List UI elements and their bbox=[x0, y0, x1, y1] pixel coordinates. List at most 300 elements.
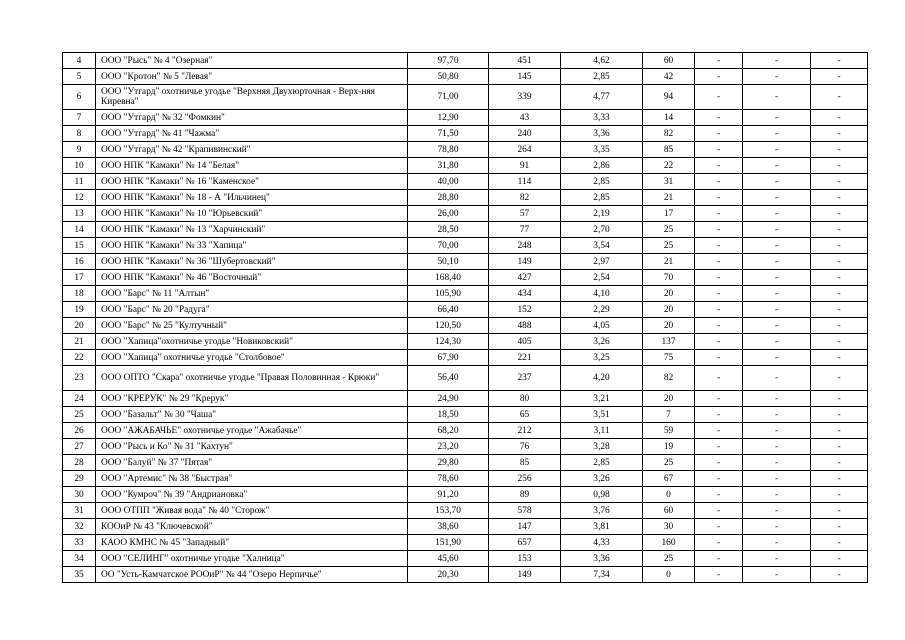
table-row bbox=[63, 391, 868, 407]
area-cell: 56,40 bbox=[408, 366, 489, 391]
row-number-cell: 10 bbox=[63, 158, 96, 174]
count-cell: 145 bbox=[489, 69, 561, 85]
area-cell: 124,30 bbox=[408, 334, 489, 350]
density-cell: 4,05 bbox=[561, 318, 643, 334]
row-number-cell: 8 bbox=[63, 126, 96, 142]
col8-cell: - bbox=[743, 69, 811, 85]
quota-cell: 17 bbox=[643, 206, 695, 222]
col7-cell: - bbox=[695, 423, 743, 439]
col9-cell: - bbox=[811, 551, 868, 567]
col8-cell: - bbox=[743, 190, 811, 206]
row-number-cell: 28 bbox=[63, 455, 96, 471]
col7-cell: - bbox=[695, 190, 743, 206]
density-cell: 2,85 bbox=[561, 190, 643, 206]
table-row bbox=[63, 455, 868, 471]
row-number-cell: 20 bbox=[63, 318, 96, 334]
col7-cell: - bbox=[695, 110, 743, 126]
table-row bbox=[63, 519, 868, 535]
table-row bbox=[63, 174, 868, 190]
density-cell: 3,33 bbox=[561, 110, 643, 126]
name-cell: ООО "Рысь" № 4 "Озерная" bbox=[96, 53, 408, 69]
density-cell: 4,62 bbox=[561, 53, 643, 69]
name-cell: ООО НПК "Камаки" № 18 - А "Ильчинец" bbox=[96, 190, 408, 206]
name-cell: ООО "Барс" № 20 "Радуга" bbox=[96, 302, 408, 318]
count-cell: 149 bbox=[489, 567, 561, 583]
col8-cell: - bbox=[743, 206, 811, 222]
col9-cell: - bbox=[811, 286, 868, 302]
count-cell: 43 bbox=[489, 110, 561, 126]
quota-cell: 31 bbox=[643, 174, 695, 190]
col9-cell: - bbox=[811, 158, 868, 174]
quota-cell: 59 bbox=[643, 423, 695, 439]
col7-cell: - bbox=[695, 519, 743, 535]
area-cell: 78,80 bbox=[408, 142, 489, 158]
table-row bbox=[63, 286, 868, 302]
area-cell: 105,90 bbox=[408, 286, 489, 302]
col8-cell: - bbox=[743, 366, 811, 391]
table-row bbox=[63, 222, 868, 238]
col7-cell: - bbox=[695, 487, 743, 503]
col8-cell: - bbox=[743, 238, 811, 254]
table-row bbox=[63, 334, 868, 350]
col7-cell: - bbox=[695, 286, 743, 302]
area-cell: 28,80 bbox=[408, 190, 489, 206]
table-row bbox=[63, 487, 868, 503]
area-cell: 67,90 bbox=[408, 350, 489, 366]
col8-cell: - bbox=[743, 455, 811, 471]
table-row bbox=[63, 85, 868, 110]
area-cell: 97,70 bbox=[408, 53, 489, 69]
density-cell: 3,35 bbox=[561, 142, 643, 158]
count-cell: 264 bbox=[489, 142, 561, 158]
name-cell: ООО "Балуй" № 37 "Пятая" bbox=[96, 455, 408, 471]
row-number-cell: 9 bbox=[63, 142, 96, 158]
area-cell: 120,50 bbox=[408, 318, 489, 334]
col7-cell: - bbox=[695, 158, 743, 174]
row-number-cell: 30 bbox=[63, 487, 96, 503]
col7-cell: - bbox=[695, 535, 743, 551]
table-row bbox=[63, 551, 868, 567]
col8-cell: - bbox=[743, 85, 811, 110]
name-cell: ООО "Барс" № 25 "Култучный" bbox=[96, 318, 408, 334]
count-cell: 488 bbox=[489, 318, 561, 334]
table-row bbox=[63, 270, 868, 286]
row-number-cell: 17 bbox=[63, 270, 96, 286]
row-number-cell: 21 bbox=[63, 334, 96, 350]
name-cell: КАОО КМНС № 45 "Западный" bbox=[96, 535, 408, 551]
data-table bbox=[62, 52, 868, 583]
col8-cell: - bbox=[743, 535, 811, 551]
count-cell: 248 bbox=[489, 238, 561, 254]
table-row bbox=[63, 350, 868, 366]
count-cell: 114 bbox=[489, 174, 561, 190]
table-row bbox=[63, 110, 868, 126]
area-cell: 151,90 bbox=[408, 535, 489, 551]
density-cell: 2,29 bbox=[561, 302, 643, 318]
col9-cell: - bbox=[811, 366, 868, 391]
col9-cell: - bbox=[811, 270, 868, 286]
name-cell: ООО ОПТО "Скара" охотничье угодье "Правая Половинная - Крюки" bbox=[96, 366, 408, 391]
col8-cell: - bbox=[743, 439, 811, 455]
name-cell: ООО "Кротон" № 5 "Левая" bbox=[96, 69, 408, 85]
name-cell: ОО "Усть-Камчатское РООиР" № 44 "Озеро Нерпичье" bbox=[96, 567, 408, 583]
col8-cell: - bbox=[743, 302, 811, 318]
quota-cell: 30 bbox=[643, 519, 695, 535]
col9-cell: - bbox=[811, 519, 868, 535]
col7-cell: - bbox=[695, 567, 743, 583]
col7-cell: - bbox=[695, 551, 743, 567]
area-cell: 45,60 bbox=[408, 551, 489, 567]
area-cell: 40,00 bbox=[408, 174, 489, 190]
row-number-cell: 26 bbox=[63, 423, 96, 439]
quota-cell: 20 bbox=[643, 318, 695, 334]
table-row bbox=[63, 407, 868, 423]
density-cell: 0,98 bbox=[561, 487, 643, 503]
quota-cell: 25 bbox=[643, 551, 695, 567]
col8-cell: - bbox=[743, 487, 811, 503]
col8-cell: - bbox=[743, 471, 811, 487]
name-cell: ООО НПК "Камаки" № 33 "Хапица" bbox=[96, 238, 408, 254]
density-cell: 4,10 bbox=[561, 286, 643, 302]
col7-cell: - bbox=[695, 350, 743, 366]
name-cell: ООО "Утгард" № 32 "Фомкин" bbox=[96, 110, 408, 126]
density-cell: 3,36 bbox=[561, 551, 643, 567]
area-cell: 71,50 bbox=[408, 126, 489, 142]
table-row bbox=[63, 567, 868, 583]
quota-cell: 42 bbox=[643, 69, 695, 85]
row-number-cell: 34 bbox=[63, 551, 96, 567]
density-cell: 3,76 bbox=[561, 503, 643, 519]
col7-cell: - bbox=[695, 503, 743, 519]
col8-cell: - bbox=[743, 551, 811, 567]
table-row bbox=[63, 254, 868, 270]
col8-cell: - bbox=[743, 519, 811, 535]
col8-cell: - bbox=[743, 334, 811, 350]
area-cell: 71,00 bbox=[408, 85, 489, 110]
name-cell: ООО НПК "Камаки" № 14 "Белая" bbox=[96, 158, 408, 174]
count-cell: 221 bbox=[489, 350, 561, 366]
col9-cell: - bbox=[811, 407, 868, 423]
col8-cell: - bbox=[743, 286, 811, 302]
count-cell: 77 bbox=[489, 222, 561, 238]
quota-cell: 67 bbox=[643, 471, 695, 487]
col7-cell: - bbox=[695, 334, 743, 350]
name-cell: ООО "Утгард" № 42 "Крапивинский" bbox=[96, 142, 408, 158]
row-number-cell: 18 bbox=[63, 286, 96, 302]
table-row bbox=[63, 423, 868, 439]
col9-cell: - bbox=[811, 423, 868, 439]
row-number-cell: 23 bbox=[63, 366, 96, 391]
name-cell: ООО "Рысь и Ко" № 31 "Кахтун" bbox=[96, 439, 408, 455]
count-cell: 76 bbox=[489, 439, 561, 455]
col9-cell: - bbox=[811, 318, 868, 334]
density-cell: 2,97 bbox=[561, 254, 643, 270]
row-number-cell: 6 bbox=[63, 85, 96, 110]
area-cell: 50,10 bbox=[408, 254, 489, 270]
table-row bbox=[63, 302, 868, 318]
name-cell: ООО "Барс" № 11 "Алтын" bbox=[96, 286, 408, 302]
col9-cell: - bbox=[811, 69, 868, 85]
col9-cell: - bbox=[811, 222, 868, 238]
area-cell: 29,80 bbox=[408, 455, 489, 471]
quota-cell: 0 bbox=[643, 567, 695, 583]
area-cell: 28,50 bbox=[408, 222, 489, 238]
row-number-cell: 22 bbox=[63, 350, 96, 366]
col9-cell: - bbox=[811, 174, 868, 190]
row-number-cell: 5 bbox=[63, 69, 96, 85]
col7-cell: - bbox=[695, 302, 743, 318]
table-row bbox=[63, 158, 868, 174]
name-cell: ООО "Хапица"охотничье угодье "Новиковский" bbox=[96, 334, 408, 350]
quota-cell: 19 bbox=[643, 439, 695, 455]
col7-cell: - bbox=[695, 407, 743, 423]
quota-cell: 20 bbox=[643, 391, 695, 407]
col8-cell: - bbox=[743, 110, 811, 126]
count-cell: 89 bbox=[489, 487, 561, 503]
col9-cell: - bbox=[811, 567, 868, 583]
row-number-cell: 4 bbox=[63, 53, 96, 69]
row-number-cell: 12 bbox=[63, 190, 96, 206]
row-number-cell: 33 bbox=[63, 535, 96, 551]
count-cell: 451 bbox=[489, 53, 561, 69]
row-number-cell: 35 bbox=[63, 567, 96, 583]
area-cell: 70,00 bbox=[408, 238, 489, 254]
col9-cell: - bbox=[811, 238, 868, 254]
col8-cell: - bbox=[743, 126, 811, 142]
count-cell: 578 bbox=[489, 503, 561, 519]
col8-cell: - bbox=[743, 158, 811, 174]
density-cell: 2,85 bbox=[561, 174, 643, 190]
quota-cell: 25 bbox=[643, 238, 695, 254]
row-number-cell: 14 bbox=[63, 222, 96, 238]
count-cell: 152 bbox=[489, 302, 561, 318]
quota-cell: 75 bbox=[643, 350, 695, 366]
col9-cell: - bbox=[811, 455, 868, 471]
area-cell: 20,30 bbox=[408, 567, 489, 583]
area-cell: 153,70 bbox=[408, 503, 489, 519]
area-cell: 50,80 bbox=[408, 69, 489, 85]
quota-cell: 7 bbox=[643, 407, 695, 423]
count-cell: 339 bbox=[489, 85, 561, 110]
count-cell: 149 bbox=[489, 254, 561, 270]
col7-cell: - bbox=[695, 85, 743, 110]
name-cell: ООО ОТПП "Живая вода" № 40 "Сторож" bbox=[96, 503, 408, 519]
name-cell: КООиР № 43 "Ключевской" bbox=[96, 519, 408, 535]
col7-cell: - bbox=[695, 69, 743, 85]
area-cell: 24,90 bbox=[408, 391, 489, 407]
area-cell: 26,00 bbox=[408, 206, 489, 222]
table-row bbox=[63, 535, 868, 551]
density-cell: 3,81 bbox=[561, 519, 643, 535]
quota-cell: 25 bbox=[643, 455, 695, 471]
count-cell: 57 bbox=[489, 206, 561, 222]
area-cell: 38,60 bbox=[408, 519, 489, 535]
quota-cell: 20 bbox=[643, 286, 695, 302]
quota-cell: 22 bbox=[643, 158, 695, 174]
col8-cell: - bbox=[743, 423, 811, 439]
density-cell: 4,20 bbox=[561, 366, 643, 391]
density-cell: 2,85 bbox=[561, 455, 643, 471]
col7-cell: - bbox=[695, 391, 743, 407]
density-cell: 3,36 bbox=[561, 126, 643, 142]
row-number-cell: 25 bbox=[63, 407, 96, 423]
name-cell: ООО НПК "Камаки" № 10 "Юрьевский" bbox=[96, 206, 408, 222]
col9-cell: - bbox=[811, 53, 868, 69]
density-cell: 2,85 bbox=[561, 69, 643, 85]
density-cell: 3,51 bbox=[561, 407, 643, 423]
density-cell: 4,33 bbox=[561, 535, 643, 551]
quota-cell: 21 bbox=[643, 254, 695, 270]
col8-cell: - bbox=[743, 53, 811, 69]
area-cell: 78,60 bbox=[408, 471, 489, 487]
name-cell: ООО НПК "Камаки" № 13 "Харчинский" bbox=[96, 222, 408, 238]
table-row bbox=[63, 318, 868, 334]
table-row bbox=[63, 53, 868, 69]
col7-cell: - bbox=[695, 366, 743, 391]
density-cell: 3,28 bbox=[561, 439, 643, 455]
name-cell: ООО "Кумроч" № 39 "Андриановка" bbox=[96, 487, 408, 503]
table-row bbox=[63, 439, 868, 455]
table-row bbox=[63, 503, 868, 519]
col9-cell: - bbox=[811, 471, 868, 487]
count-cell: 405 bbox=[489, 334, 561, 350]
name-cell: ООО "АЖАБАЧЬЕ" охотничье угодье "Ажабачье" bbox=[96, 423, 408, 439]
col7-cell: - bbox=[695, 142, 743, 158]
table-row bbox=[63, 471, 868, 487]
row-number-cell: 16 bbox=[63, 254, 96, 270]
name-cell: ООО "КРЕРУК" № 29 "Крерук" bbox=[96, 391, 408, 407]
table-row bbox=[63, 366, 868, 391]
quota-cell: 82 bbox=[643, 126, 695, 142]
count-cell: 434 bbox=[489, 286, 561, 302]
col8-cell: - bbox=[743, 142, 811, 158]
count-cell: 153 bbox=[489, 551, 561, 567]
count-cell: 427 bbox=[489, 270, 561, 286]
area-cell: 31,80 bbox=[408, 158, 489, 174]
quota-cell: 0 bbox=[643, 487, 695, 503]
density-cell: 2,70 bbox=[561, 222, 643, 238]
count-cell: 85 bbox=[489, 455, 561, 471]
row-number-cell: 19 bbox=[63, 302, 96, 318]
count-cell: 82 bbox=[489, 190, 561, 206]
density-cell: 3,21 bbox=[561, 391, 643, 407]
count-cell: 65 bbox=[489, 407, 561, 423]
col7-cell: - bbox=[695, 238, 743, 254]
col7-cell: - bbox=[695, 455, 743, 471]
area-cell: 18,50 bbox=[408, 407, 489, 423]
quota-cell: 20 bbox=[643, 302, 695, 318]
col7-cell: - bbox=[695, 53, 743, 69]
col8-cell: - bbox=[743, 254, 811, 270]
col9-cell: - bbox=[811, 535, 868, 551]
row-number-cell: 7 bbox=[63, 110, 96, 126]
quota-cell: 70 bbox=[643, 270, 695, 286]
col9-cell: - bbox=[811, 206, 868, 222]
row-number-cell: 11 bbox=[63, 174, 96, 190]
count-cell: 240 bbox=[489, 126, 561, 142]
col7-cell: - bbox=[695, 126, 743, 142]
name-cell: ООО НПК "Камаки" № 46 "Восточный" bbox=[96, 270, 408, 286]
col9-cell: - bbox=[811, 85, 868, 110]
col9-cell: - bbox=[811, 334, 868, 350]
quota-cell: 60 bbox=[643, 503, 695, 519]
quota-cell: 14 bbox=[643, 110, 695, 126]
quota-cell: 160 bbox=[643, 535, 695, 551]
row-number-cell: 27 bbox=[63, 439, 96, 455]
density-cell: 4,77 bbox=[561, 85, 643, 110]
table-body bbox=[63, 53, 868, 583]
col7-cell: - bbox=[695, 206, 743, 222]
col9-cell: - bbox=[811, 254, 868, 270]
table-row bbox=[63, 126, 868, 142]
density-cell: 2,86 bbox=[561, 158, 643, 174]
col7-cell: - bbox=[695, 254, 743, 270]
area-cell: 12,90 bbox=[408, 110, 489, 126]
col8-cell: - bbox=[743, 350, 811, 366]
density-cell: 3,54 bbox=[561, 238, 643, 254]
area-cell: 68,20 bbox=[408, 423, 489, 439]
name-cell: ООО "СЕЛИНГ" охотничье угодье "Халница" bbox=[96, 551, 408, 567]
count-cell: 80 bbox=[489, 391, 561, 407]
row-number-cell: 13 bbox=[63, 206, 96, 222]
col7-cell: - bbox=[695, 222, 743, 238]
area-cell: 23,20 bbox=[408, 439, 489, 455]
density-cell: 3,26 bbox=[561, 334, 643, 350]
quota-cell: 94 bbox=[643, 85, 695, 110]
row-number-cell: 15 bbox=[63, 238, 96, 254]
density-cell: 3,25 bbox=[561, 350, 643, 366]
count-cell: 147 bbox=[489, 519, 561, 535]
col9-cell: - bbox=[811, 439, 868, 455]
count-cell: 91 bbox=[489, 158, 561, 174]
count-cell: 212 bbox=[489, 423, 561, 439]
table-row bbox=[63, 69, 868, 85]
row-number-cell: 24 bbox=[63, 391, 96, 407]
col9-cell: - bbox=[811, 391, 868, 407]
density-cell: 3,11 bbox=[561, 423, 643, 439]
col9-cell: - bbox=[811, 503, 868, 519]
name-cell: ООО НПК "Камаки" № 36 "Шубертовский" bbox=[96, 254, 408, 270]
col9-cell: - bbox=[811, 126, 868, 142]
table-row bbox=[63, 206, 868, 222]
col8-cell: - bbox=[743, 567, 811, 583]
col9-cell: - bbox=[811, 350, 868, 366]
count-cell: 657 bbox=[489, 535, 561, 551]
col7-cell: - bbox=[695, 174, 743, 190]
col8-cell: - bbox=[743, 503, 811, 519]
density-cell: 3,26 bbox=[561, 471, 643, 487]
col8-cell: - bbox=[743, 391, 811, 407]
table-row bbox=[63, 238, 868, 254]
name-cell: ООО НПК "Камаки" № 16 "Каменское" bbox=[96, 174, 408, 190]
col9-cell: - bbox=[811, 110, 868, 126]
row-number-cell: 29 bbox=[63, 471, 96, 487]
quota-cell: 21 bbox=[643, 190, 695, 206]
density-cell: 7,34 bbox=[561, 567, 643, 583]
density-cell: 2,19 bbox=[561, 206, 643, 222]
col8-cell: - bbox=[743, 222, 811, 238]
row-number-cell: 31 bbox=[63, 503, 96, 519]
col9-cell: - bbox=[811, 190, 868, 206]
col7-cell: - bbox=[695, 270, 743, 286]
area-cell: 66,40 bbox=[408, 302, 489, 318]
name-cell: ООО "Базальт" № 30 "Чаша" bbox=[96, 407, 408, 423]
name-cell: ООО "Утгард" охотничье угодье "Верхняя Двухюрточная - Верх-няя Киревна" bbox=[96, 85, 408, 110]
table-row bbox=[63, 190, 868, 206]
quota-cell: 85 bbox=[643, 142, 695, 158]
area-cell: 168,40 bbox=[408, 270, 489, 286]
row-number-cell: 32 bbox=[63, 519, 96, 535]
